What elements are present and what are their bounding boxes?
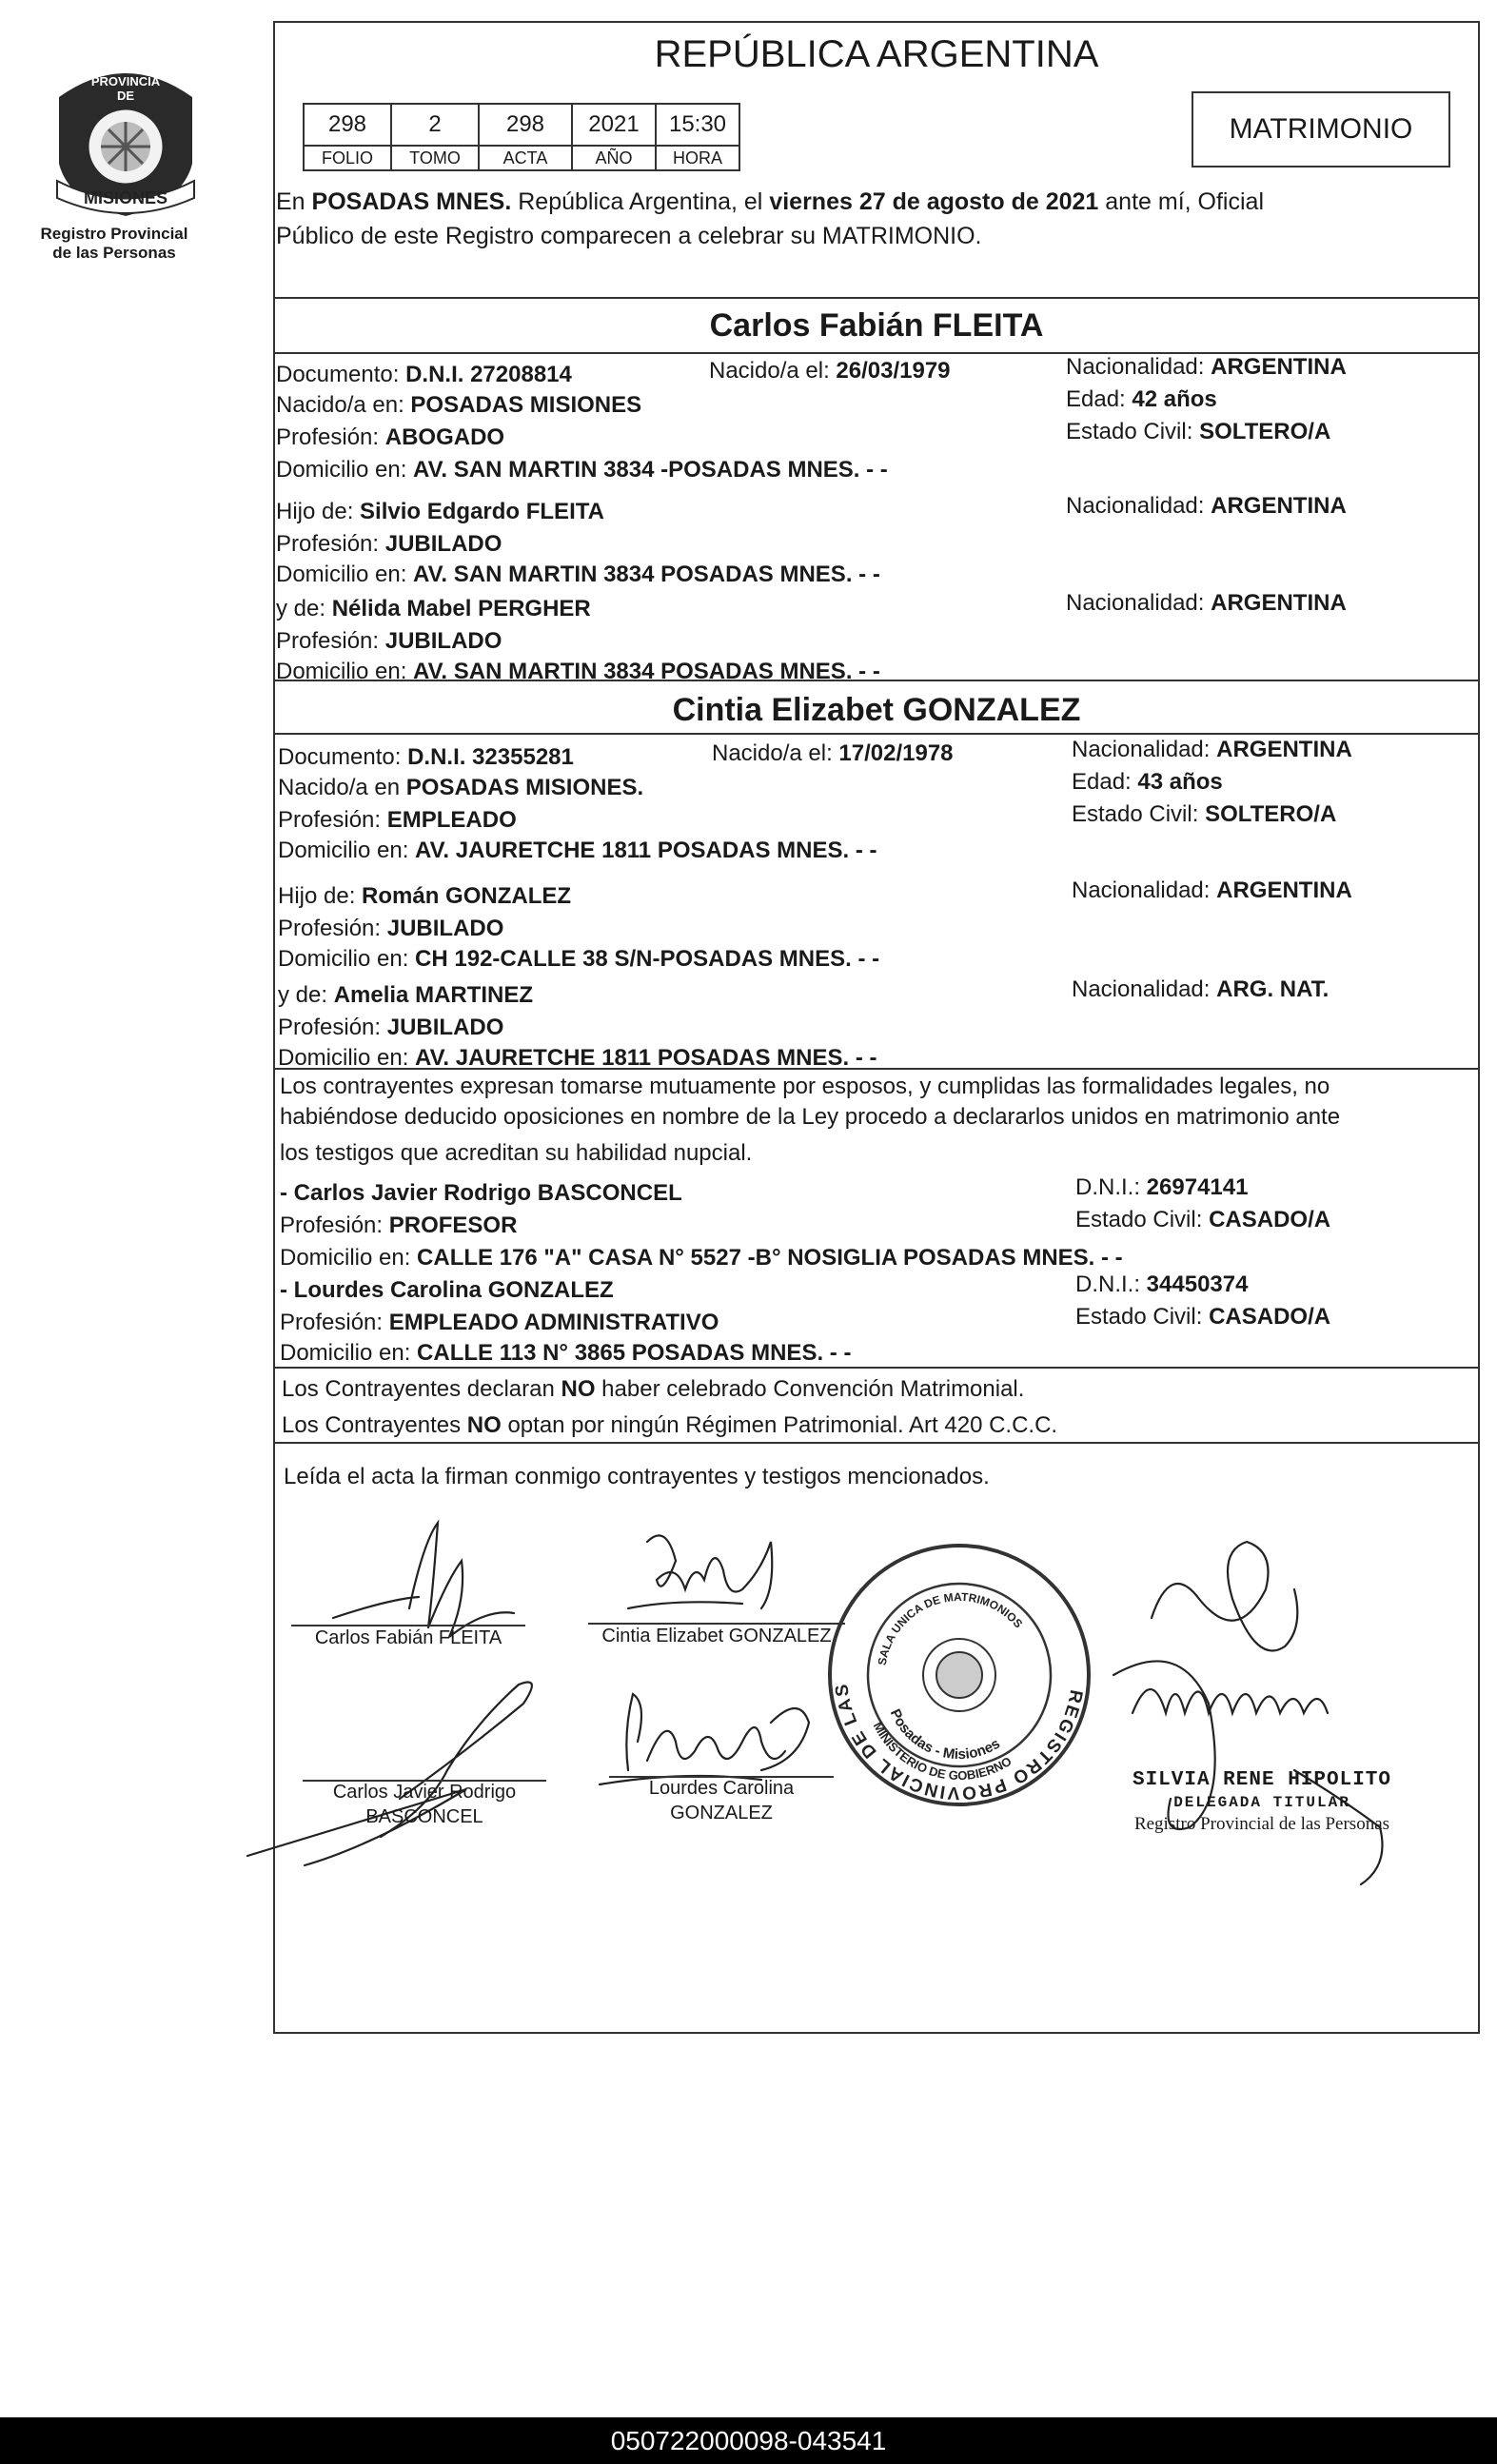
value: Amelia MARTINEZ <box>333 982 534 1008</box>
value: ARGENTINA <box>1211 590 1347 616</box>
label: Nacido/a el: <box>709 358 837 384</box>
spouse1-mother-nationality <box>1066 590 1347 617</box>
label: Estado Civil: <box>1075 1207 1210 1232</box>
spouse1-born <box>709 358 951 384</box>
official-role: DELEGADA TITULAR <box>1173 1794 1350 1811</box>
acta-value: 298 <box>479 104 572 146</box>
official-office: Registro Provincial de las Personas <box>1133 1814 1390 1834</box>
regime-line2 <box>282 1412 1057 1439</box>
emphasis: NO <box>561 1376 596 1402</box>
value: AV. SAN MARTIN 3834 -POSADAS MNES. - - <box>413 457 888 483</box>
divider <box>273 297 1480 299</box>
registry-logo <box>40 59 211 219</box>
time-label: HORA <box>656 146 739 170</box>
label: Documento: <box>276 362 406 387</box>
label: Documento: <box>278 744 408 770</box>
spouse2-mother <box>278 982 533 1009</box>
spouse2-address <box>278 838 877 864</box>
value: ARGENTINA <box>1216 877 1352 903</box>
value: CH 192-CALLE 38 S/N-POSADAS MNES. - - <box>415 946 880 972</box>
label: Domicilio en: <box>278 838 416 863</box>
signature-caption-spouse2: Cintia Elizabet GONZALEZ <box>601 1626 832 1646</box>
signature-caption-witness1 <box>303 1780 546 1829</box>
regime-line1 <box>282 1376 1024 1403</box>
spouse2-civil <box>1072 801 1336 828</box>
value: AV. JAURETCHE 1811 POSADAS MNES. - - <box>415 1045 877 1071</box>
spouse2-profession <box>278 807 517 834</box>
tomo-label: TOMO <box>391 146 479 170</box>
value: SOLTERO/A <box>1199 419 1331 444</box>
acta-label: ACTA <box>479 146 572 170</box>
spouse2-document <box>278 744 574 771</box>
folio-value: 298 <box>304 104 391 146</box>
witness2-address <box>280 1340 851 1367</box>
caption-line: BASCONCEL <box>365 1806 483 1827</box>
label: Estado Civil: <box>1072 801 1206 827</box>
label: Nacionalidad: <box>1066 590 1211 616</box>
handwritten-signatures <box>228 1485 1418 1903</box>
spouse2-father-nationality <box>1072 877 1352 904</box>
logo-caption-line1: Registro Provincial <box>40 225 188 243</box>
text: optan por ningún Régimen Patrimonial. Art 420 C.C.C. <box>501 1412 1058 1438</box>
label: Nacionalidad: <box>1066 493 1211 519</box>
spouse1-nationality <box>1066 354 1347 381</box>
act-type: MATRIMONIO <box>1229 113 1413 145</box>
declaration-line2: habiéndose deducido oposiciones en nombre de la Ley procedo a declararlos unidos en matrimonio ante <box>280 1104 1341 1130</box>
value: 34450374 <box>1146 1271 1249 1297</box>
value: 26/03/1979 <box>836 358 951 384</box>
witness1-address <box>280 1245 1123 1271</box>
value: 17/02/1978 <box>838 740 954 766</box>
act-type-box <box>1192 91 1450 168</box>
spouse1-birthplace <box>276 392 641 419</box>
value: Román GONZALEZ <box>362 883 572 909</box>
value: JUBILADO <box>384 531 502 557</box>
divider <box>273 1442 1480 1444</box>
spouse2-mother-profession <box>278 1015 503 1041</box>
time-value: 15:30 <box>656 104 739 146</box>
intro-line1 <box>276 188 1264 215</box>
value: D.N.I. 27208814 <box>405 362 572 387</box>
divider <box>273 1367 1480 1369</box>
caption-line: GONZALEZ <box>670 1803 773 1823</box>
logo-arc-text: PROVINCIA DE <box>90 74 161 103</box>
label: y de: <box>276 596 332 621</box>
spouse1-father-profession <box>276 531 502 558</box>
text: Los Contrayentes declaran <box>282 1376 561 1402</box>
logo-banner-text: MISIONES <box>83 188 167 207</box>
value: AV. JAURETCHE 1811 POSADAS MNES. - - <box>415 838 877 863</box>
spouse1-father-address <box>276 562 880 588</box>
label: y de: <box>278 982 334 1008</box>
label: Profesión: <box>276 531 385 557</box>
page-title: REPÚBLICA ARGENTINA <box>654 33 1099 75</box>
value: 26974141 <box>1146 1174 1249 1200</box>
spouse2-age <box>1072 769 1223 796</box>
value: ARGENTINA <box>1211 354 1347 380</box>
caption-line: Carlos Javier Rodrigo <box>332 1782 517 1803</box>
value: JUBILADO <box>384 628 502 654</box>
value: CALLE 113 N° 3865 POSADAS MNES. - - <box>417 1340 852 1366</box>
official-name: SILVIA RENE HIPOLITO <box>1132 1769 1392 1791</box>
label: Nacido/a en: <box>276 392 411 418</box>
label: Edad: <box>1066 386 1133 412</box>
spouse2-birthplace <box>278 775 643 801</box>
value: POSADAS MISIONES. <box>405 775 644 800</box>
label: Domicilio en: <box>280 1340 418 1366</box>
spouse1-mother-address <box>276 659 880 685</box>
value: EMPLEADO <box>386 807 517 833</box>
value: ABOGADO <box>384 424 505 450</box>
value: JUBILADO <box>386 1015 504 1040</box>
spouse2-name: Cintia Elizabet GONZALEZ <box>672 692 1081 728</box>
label: Domicilio en: <box>276 457 414 483</box>
label: Profesión: <box>278 1015 387 1040</box>
signature-caption-spouse1: Carlos Fabián FLEITA <box>314 1627 502 1648</box>
declaration-line3: los testigos que acreditan su habilidad nupcial. <box>280 1140 753 1166</box>
witness2-dni <box>1075 1271 1248 1298</box>
label: Nacionalidad: <box>1072 737 1217 762</box>
label: Nacido/a en <box>278 775 406 800</box>
label: Domicilio en: <box>278 1045 416 1071</box>
value: POSADAS MISIONES <box>410 392 642 418</box>
label: Domicilio en: <box>276 659 414 684</box>
value: Silvio Edgardo FLEITA <box>360 499 604 524</box>
label: Estado Civil: <box>1075 1304 1210 1330</box>
label: Nacionalidad: <box>1072 877 1217 903</box>
value: SOLTERO/A <box>1205 801 1337 827</box>
value: 43 años <box>1137 769 1223 795</box>
value: JUBILADO <box>386 916 504 941</box>
spouse1-mother <box>276 596 591 622</box>
spouse1-profession <box>276 424 504 451</box>
label: Nacido/a el: <box>712 740 839 766</box>
closing-text: Leída el acta la firman conmigo contrayentes y testigos mencionados. <box>284 1464 990 1489</box>
stamp-seal-icon <box>826 1542 1093 1808</box>
label: Profesión: <box>278 807 387 833</box>
intro-date: viernes 27 de agosto de 2021 <box>769 188 1099 215</box>
value: PROFESOR <box>388 1212 518 1238</box>
reference-table <box>303 103 740 171</box>
logo-caption <box>19 225 209 263</box>
witness2-profession <box>280 1310 719 1336</box>
label: Profesión: <box>278 916 387 941</box>
label: D.N.I.: <box>1075 1174 1147 1200</box>
label: Nacionalidad: <box>1066 354 1211 380</box>
value: D.N.I. 32355281 <box>407 744 574 770</box>
stamp-outer-text: REGISTRO PROVINCIAL DE LAS <box>832 1681 1087 1804</box>
year-value: 2021 <box>572 104 656 146</box>
official-block <box>1119 1768 1405 1837</box>
witness2-name: - Lourdes Carolina GONZALEZ <box>280 1277 614 1303</box>
spouse1-address <box>276 457 888 483</box>
label: Hijo de: <box>278 883 363 909</box>
stamp-bottom-text: MINISTERIO DE GOBIERNO <box>870 1719 1014 1784</box>
label: Profesión: <box>276 628 385 654</box>
label: Profesión: <box>280 1310 389 1335</box>
spouse2-mother-nationality <box>1072 976 1329 1003</box>
spouse1-civil <box>1066 419 1330 445</box>
spouse1-name: Carlos Fabián FLEITA <box>709 307 1044 344</box>
text: haber celebrado Convención Matrimonial. <box>595 1376 1025 1402</box>
witness1-profession <box>280 1212 517 1239</box>
spouse1-father <box>276 499 604 525</box>
value: CASADO/A <box>1209 1304 1331 1330</box>
value: Nélida Mabel PERGHER <box>331 596 591 621</box>
footer-bar <box>0 2417 1497 2464</box>
value: AV. SAN MARTIN 3834 POSADAS MNES. - - <box>413 562 880 587</box>
emphasis: NO <box>466 1412 502 1438</box>
spouse2-father <box>278 883 571 910</box>
year-label: AÑO <box>572 146 656 170</box>
spouse2-father-address <box>278 946 879 973</box>
label: Estado Civil: <box>1066 419 1200 444</box>
label: Profesión: <box>276 424 385 450</box>
spouse2-father-profession <box>278 916 503 942</box>
spouse1-age <box>1066 386 1217 413</box>
value: AV. SAN MARTIN 3834 POSADAS MNES. - - <box>413 659 880 684</box>
intro-text: En <box>276 188 312 215</box>
folio-label: FOLIO <box>304 146 391 170</box>
value: ARGENTINA <box>1216 737 1352 762</box>
stamp-city-text: Posadas - Misiones <box>886 1706 1003 1764</box>
label: Profesión: <box>280 1212 389 1238</box>
label: Domicilio en: <box>278 946 416 972</box>
divider <box>273 733 1480 735</box>
label: Nacionalidad: <box>1072 976 1217 1002</box>
intro-place: POSADAS MNES. <box>311 188 512 215</box>
official-stamp <box>826 1542 1093 1808</box>
value: 42 años <box>1132 386 1217 412</box>
label: Domicilio en: <box>276 562 414 587</box>
value: CASADO/A <box>1209 1207 1331 1232</box>
spouse1-father-nationality <box>1066 493 1347 520</box>
label: Hijo de: <box>276 499 361 524</box>
spouse2-mother-address <box>278 1045 877 1072</box>
tomo-value: 2 <box>391 104 479 146</box>
witness1-name: - Carlos Javier Rodrigo BASCONCEL <box>280 1180 682 1206</box>
label: Edad: <box>1072 769 1138 795</box>
label: D.N.I.: <box>1075 1271 1147 1297</box>
value: ARGENTINA <box>1211 493 1347 519</box>
spouse2-nationality <box>1072 737 1352 763</box>
spouse2-born <box>712 740 954 767</box>
intro-text: República Argentina, el <box>511 188 770 215</box>
declaration-line1: Los contrayentes expresan tomarse mutuamente por esposos, y cumplidas las formalidades legales, no <box>280 1074 1330 1099</box>
witness1-dni <box>1075 1174 1248 1201</box>
stamp-inner-text: SALA UNICA DE MATRIMONIOS <box>875 1589 1026 1666</box>
footer-code: 050722000098-043541 <box>610 2426 887 2455</box>
witness1-civil <box>1075 1207 1330 1233</box>
spouse1-mother-profession <box>276 628 502 655</box>
label: Domicilio en: <box>280 1245 418 1271</box>
value: CALLE 176 "A" CASA N° 5527 -B° NOSIGLIA POSADAS MNES. - - <box>417 1245 1123 1271</box>
text: Los Contrayentes <box>282 1412 467 1438</box>
logo-caption-line2: de las Personas <box>52 244 176 262</box>
intro-line2: Público de este Registro comparecen a celebrar su MATRIMONIO. <box>276 223 982 249</box>
signature-caption-witness2 <box>609 1776 834 1825</box>
value: EMPLEADO ADMINISTRATIVO <box>388 1310 719 1335</box>
spouse1-document <box>276 362 572 388</box>
intro-text: ante mí, Oficial <box>1098 188 1264 215</box>
caption-line: Lourdes Carolina <box>648 1778 795 1799</box>
witness2-civil <box>1075 1304 1330 1331</box>
value: ARG. NAT. <box>1216 976 1330 1002</box>
